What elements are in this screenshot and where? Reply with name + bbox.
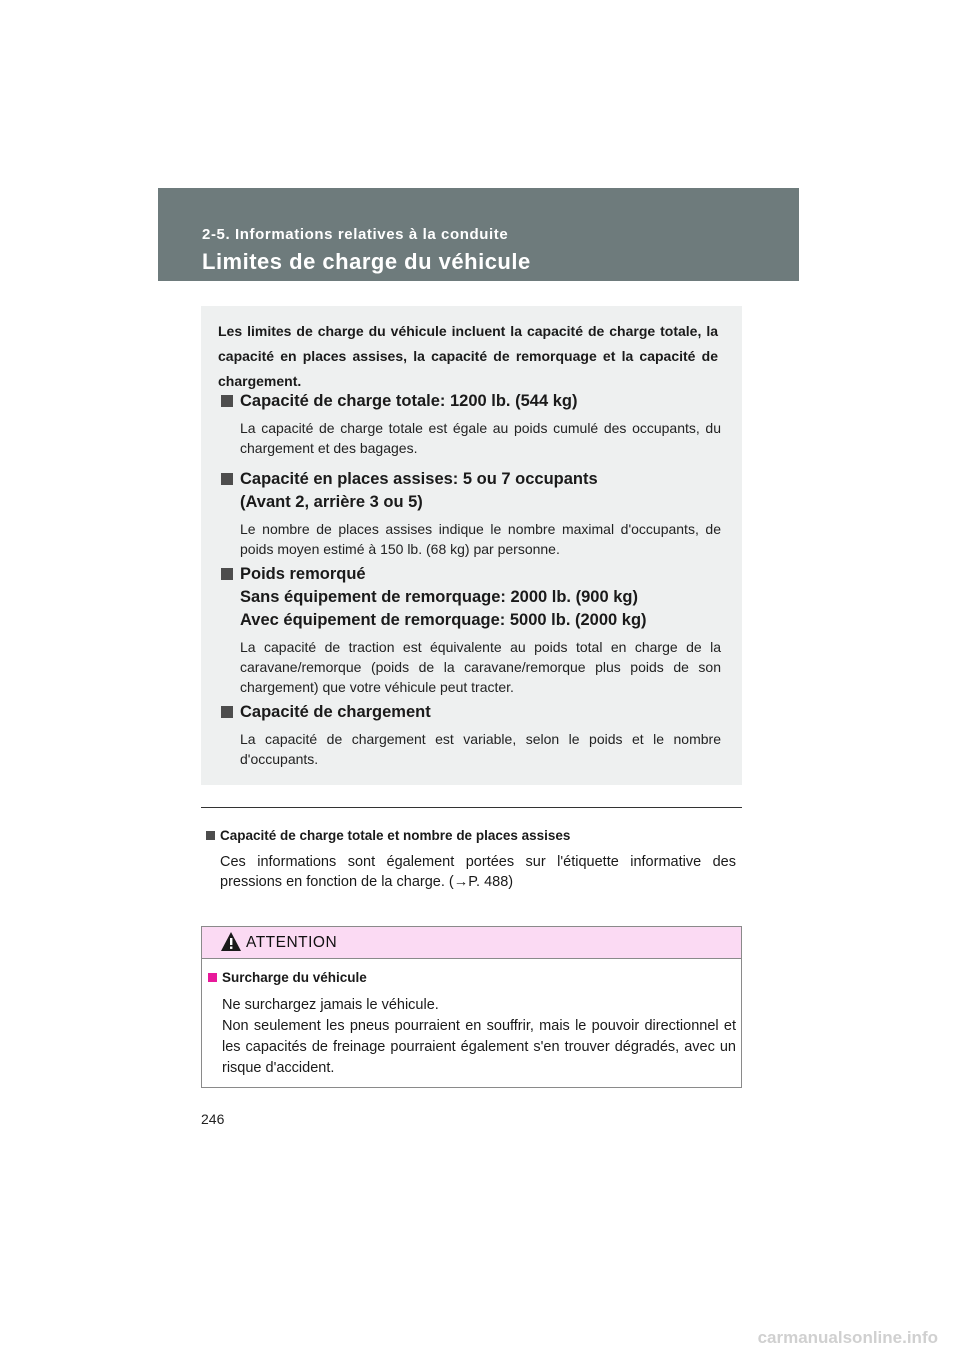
- heading-line: Sans équipement de remorquage: 2000 lb. (900 kg): [240, 588, 638, 606]
- page-title: Limites de charge du véhicule: [202, 249, 531, 274]
- summary-item-seating-capacity: [221, 468, 721, 559]
- attention-heading-text: Surcharge du véhicule: [222, 970, 367, 985]
- note-heading: [206, 826, 736, 846]
- section-label: 2-5. Informations relatives à la conduite: [202, 226, 509, 243]
- item-body: La capacité de traction est équivalente au poids total en charge de la caravane/remorque (poids de la caravane/remorque plus poids de son chargement) que votre véhicule peut tracter.: [240, 639, 721, 695]
- heading-line: Avec équipement de remorquage: 5000 lb. (2000 kg): [240, 611, 647, 629]
- watermark: carmanualsonline.info: [757, 1328, 938, 1347]
- square-bullet-icon: [221, 706, 233, 718]
- attention-body-line: Non seulement les pneus pourraient en souffrir, mais le pouvoir directionnel et les capacités de freinage pourraient également s'en trouver dégradés, avec un risque d'accident.: [222, 1018, 736, 1076]
- item-heading: [221, 701, 721, 724]
- attention-content: [208, 968, 736, 1079]
- square-bullet-icon: [221, 568, 233, 580]
- note-heading-text: Capacité de charge totale et nombre de places assises: [220, 828, 571, 843]
- item-body: La capacité de chargement est variable, selon le poids et le nombre d'occupants.: [240, 731, 721, 767]
- heading-line: (Avant 2, arrière 3 ou 5): [240, 493, 423, 511]
- heading-line: Poids remorqué: [240, 565, 366, 583]
- note-body: Ces informations sont également portées sur l'étiquette informative des pressions en fonction de la charge. (→P. 488): [220, 854, 736, 890]
- attention-label: ATTENTION: [246, 934, 338, 951]
- item-body: La capacité de charge totale est égale au poids cumulé des occupants, du chargement et des bagages.: [240, 420, 721, 456]
- summary-item-total-capacity: [221, 390, 721, 458]
- item-heading: [221, 468, 721, 514]
- heading-line: Capacité en places assises: 5 ou 7 occupants: [240, 470, 598, 488]
- chapter-header: [158, 188, 799, 281]
- info-note: [206, 826, 736, 892]
- attention-body: [222, 995, 736, 1079]
- attention-box: [201, 926, 742, 1088]
- item-body: Le nombre de places assises indique le nombre maximal d'occupants, de poids moyen estimé à 150 lb. (68 kg) par personne.: [240, 521, 721, 557]
- summary-box: [201, 306, 742, 785]
- attention-header: [202, 927, 741, 959]
- summary-item-cargo-capacity: [221, 701, 721, 769]
- square-bullet-icon: [221, 395, 233, 407]
- attention-body-line: Ne surchargez jamais le véhicule.: [222, 997, 439, 1013]
- summary-item-towing: [221, 563, 721, 697]
- square-bullet-icon: [206, 831, 215, 840]
- attention-heading: [208, 968, 736, 988]
- page-number: 246: [201, 1111, 225, 1127]
- divider: [201, 807, 742, 808]
- warning-triangle-icon: [220, 931, 242, 952]
- summary-intro: Les limites de charge du véhicule incluent la capacité de charge totale, la capacité en places assises, la capacité de remorquage et la capacité de chargement.: [218, 323, 718, 389]
- square-bullet-icon: [221, 473, 233, 485]
- square-bullet-icon: [208, 973, 217, 982]
- item-heading: [221, 390, 721, 413]
- heading-line: Capacité de chargement: [240, 703, 431, 721]
- item-heading: [221, 563, 721, 632]
- heading-line: Capacité de charge totale: 1200 lb. (544 kg): [240, 392, 578, 410]
